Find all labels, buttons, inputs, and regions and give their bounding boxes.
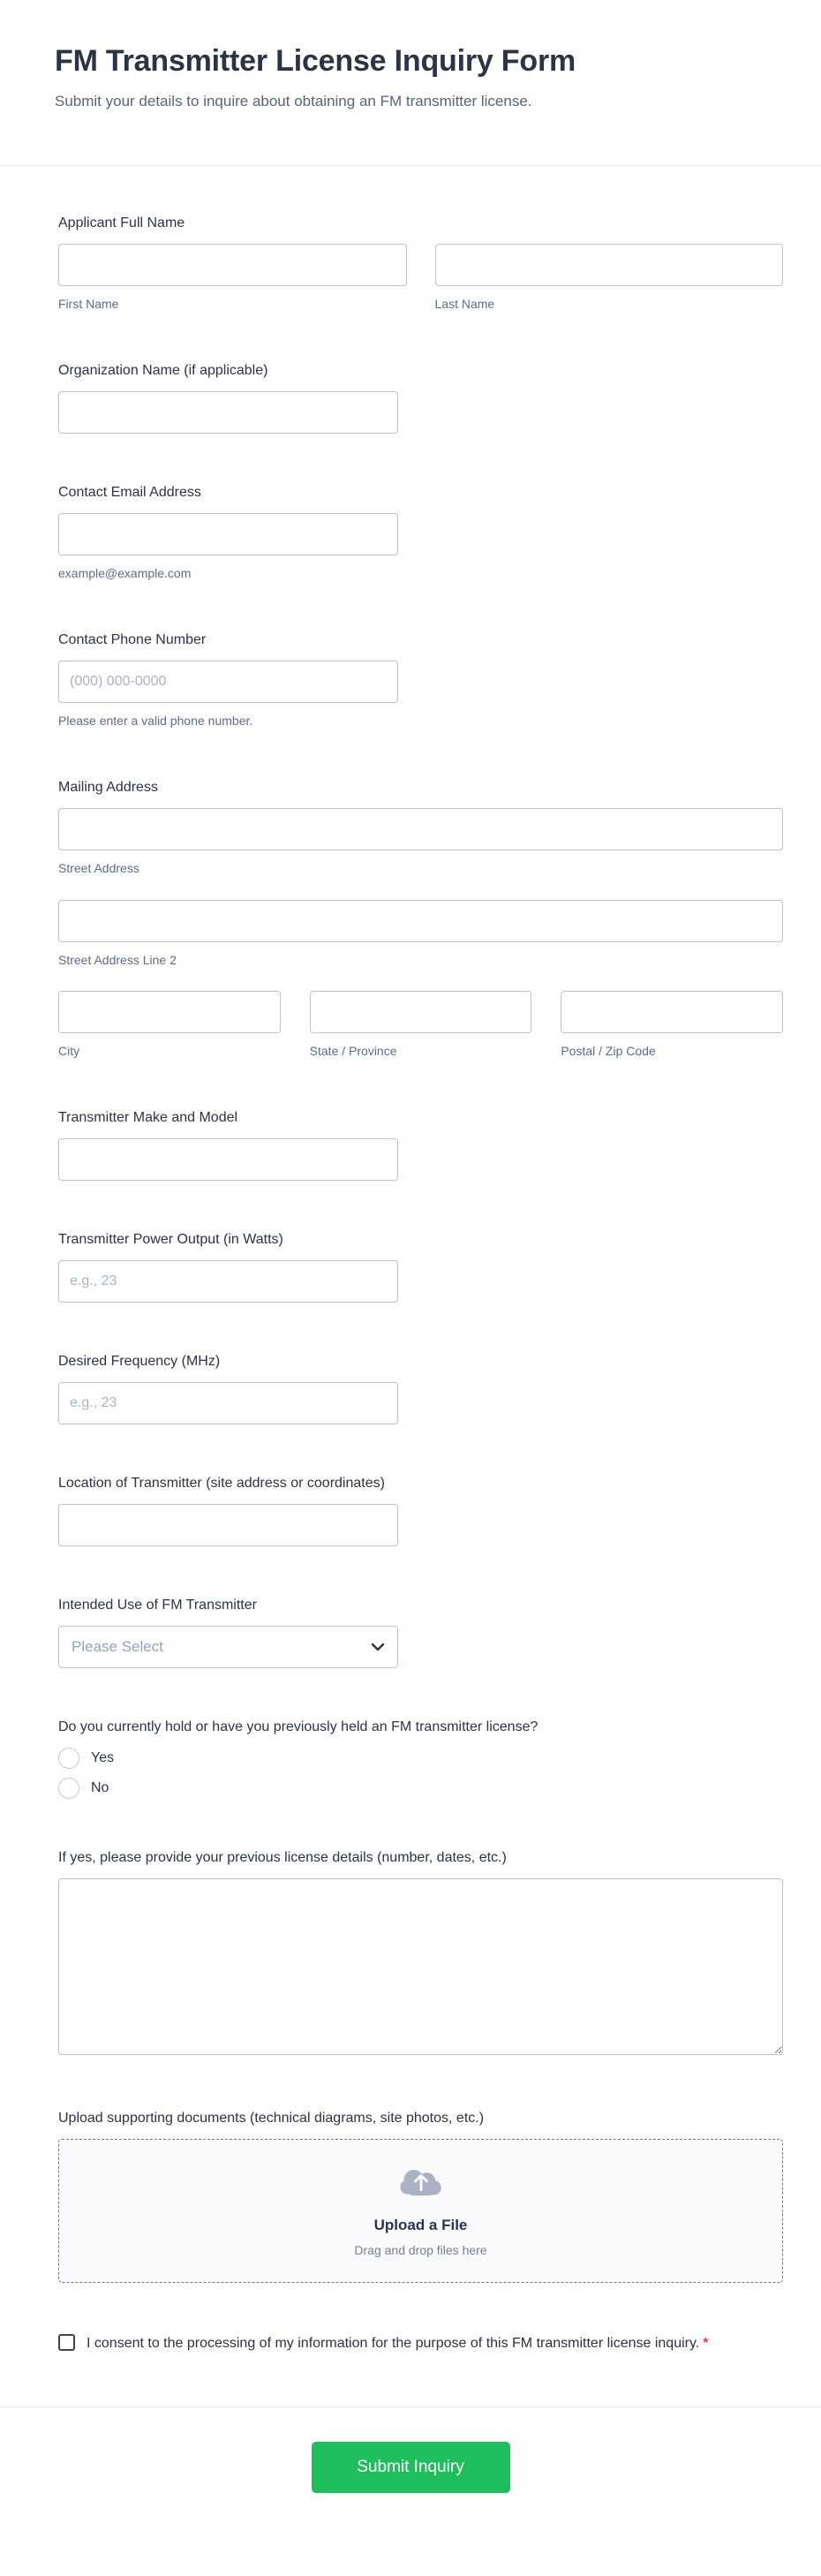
email-sublabel: example@example.com	[58, 566, 192, 580]
question-license-history	[58, 1718, 783, 1799]
upload-label: Upload supporting documents (technical diagrams, site photos, etc.)	[58, 2111, 485, 2126]
radio-option-yes[interactable]	[58, 1748, 783, 1769]
postal-input[interactable]	[561, 991, 783, 1033]
first-name-sublabel: First Name	[58, 297, 119, 311]
upload-cloud-icon	[398, 2165, 444, 2197]
email-input[interactable]	[58, 513, 398, 555]
question-phone	[58, 631, 783, 729]
power-output-input[interactable]	[58, 1260, 398, 1303]
last-name-input[interactable]	[435, 244, 784, 286]
required-asterisk: *	[703, 2336, 709, 2351]
previous-details-textarea[interactable]	[58, 1878, 783, 2055]
consent-text: I consent to the processing of my information for the purpose of this FM transmitter license inquiry.	[87, 2336, 700, 2351]
previous-details-label: If yes, please provide your previous license details (number, dates, etc.)	[58, 1850, 507, 1865]
street-address-input[interactable]	[58, 808, 783, 850]
phone-sublabel: Please enter a valid phone number.	[58, 714, 253, 728]
email-label: Contact Email Address	[58, 485, 201, 500]
applicant-name-label: Applicant Full Name	[58, 215, 185, 230]
form-footer	[0, 2406, 821, 2493]
location-input[interactable]	[58, 1504, 398, 1546]
question-mailing-address	[58, 778, 783, 1059]
question-organization	[58, 361, 783, 434]
page-title: FM Transmitter License Inquiry Form	[55, 44, 576, 78]
question-previous-details	[58, 1848, 783, 2059]
intended-use-label: Intended Use of FM Transmitter	[58, 1598, 257, 1613]
organization-label: Organization Name (if applicable)	[58, 363, 268, 378]
question-upload	[58, 2109, 783, 2283]
consent-row	[58, 2332, 783, 2355]
yes-radio-button[interactable]	[58, 1748, 79, 1769]
question-applicant-name	[58, 214, 783, 312]
location-label: Location of Transmitter (site address or coordinates)	[58, 1476, 385, 1491]
license-history-label: Do you currently hold or have you previously held an FM transmitter license?	[58, 1719, 539, 1734]
make-model-label: Transmitter Make and Model	[58, 1110, 238, 1125]
license-history-radio-group	[58, 1748, 783, 1799]
yes-radio-label: Yes	[91, 1750, 115, 1765]
city-input[interactable]	[58, 991, 281, 1033]
question-frequency	[58, 1352, 783, 1424]
question-location	[58, 1474, 783, 1546]
phone-label: Contact Phone Number	[58, 632, 207, 647]
last-name-sublabel: Last Name	[434, 297, 495, 311]
question-email	[58, 483, 783, 581]
question-intended-use	[58, 1596, 783, 1668]
upload-drag-hint: Drag and drop files here	[354, 2242, 487, 2257]
upload-button-text: Upload a File	[373, 2216, 468, 2233]
no-radio-button[interactable]	[58, 1778, 79, 1799]
form-header	[0, 0, 821, 166]
submit-inquiry-button[interactable]: Submit Inquiry	[312, 2442, 510, 2493]
file-upload-dropzone[interactable]	[58, 2139, 783, 2283]
power-output-label: Transmitter Power Output (in Watts)	[58, 1232, 283, 1247]
street-address2-sublabel: Street Address Line 2	[58, 953, 177, 967]
question-power-output	[58, 1230, 783, 1303]
phone-input[interactable]	[58, 661, 398, 703]
consent-checkbox[interactable]	[58, 2334, 75, 2351]
state-sublabel: State / Province	[309, 1044, 397, 1058]
state-input[interactable]	[310, 991, 532, 1033]
question-make-model	[58, 1108, 783, 1181]
form-body	[0, 166, 821, 2355]
intended-use-selected-value: Please Select	[72, 1638, 163, 1655]
frequency-input[interactable]	[58, 1382, 398, 1424]
no-radio-label: No	[91, 1780, 109, 1795]
make-model-input[interactable]	[58, 1138, 398, 1181]
postal-sublabel: Postal / Zip Code	[561, 1044, 656, 1058]
page-subtitle: Submit your details to inquire about obtaining an FM transmitter license.	[55, 93, 532, 110]
city-sublabel: City	[58, 1044, 80, 1058]
mailing-address-label: Mailing Address	[58, 780, 158, 795]
chevron-down-icon	[371, 1643, 385, 1651]
frequency-label: Desired Frequency (MHz)	[58, 1354, 221, 1369]
organization-input[interactable]	[58, 391, 398, 434]
first-name-input[interactable]	[58, 244, 407, 286]
intended-use-select[interactable]	[58, 1626, 398, 1668]
radio-option-no[interactable]	[58, 1778, 783, 1799]
street-address2-input[interactable]	[58, 900, 783, 942]
street-address-sublabel: Street Address	[58, 861, 139, 875]
